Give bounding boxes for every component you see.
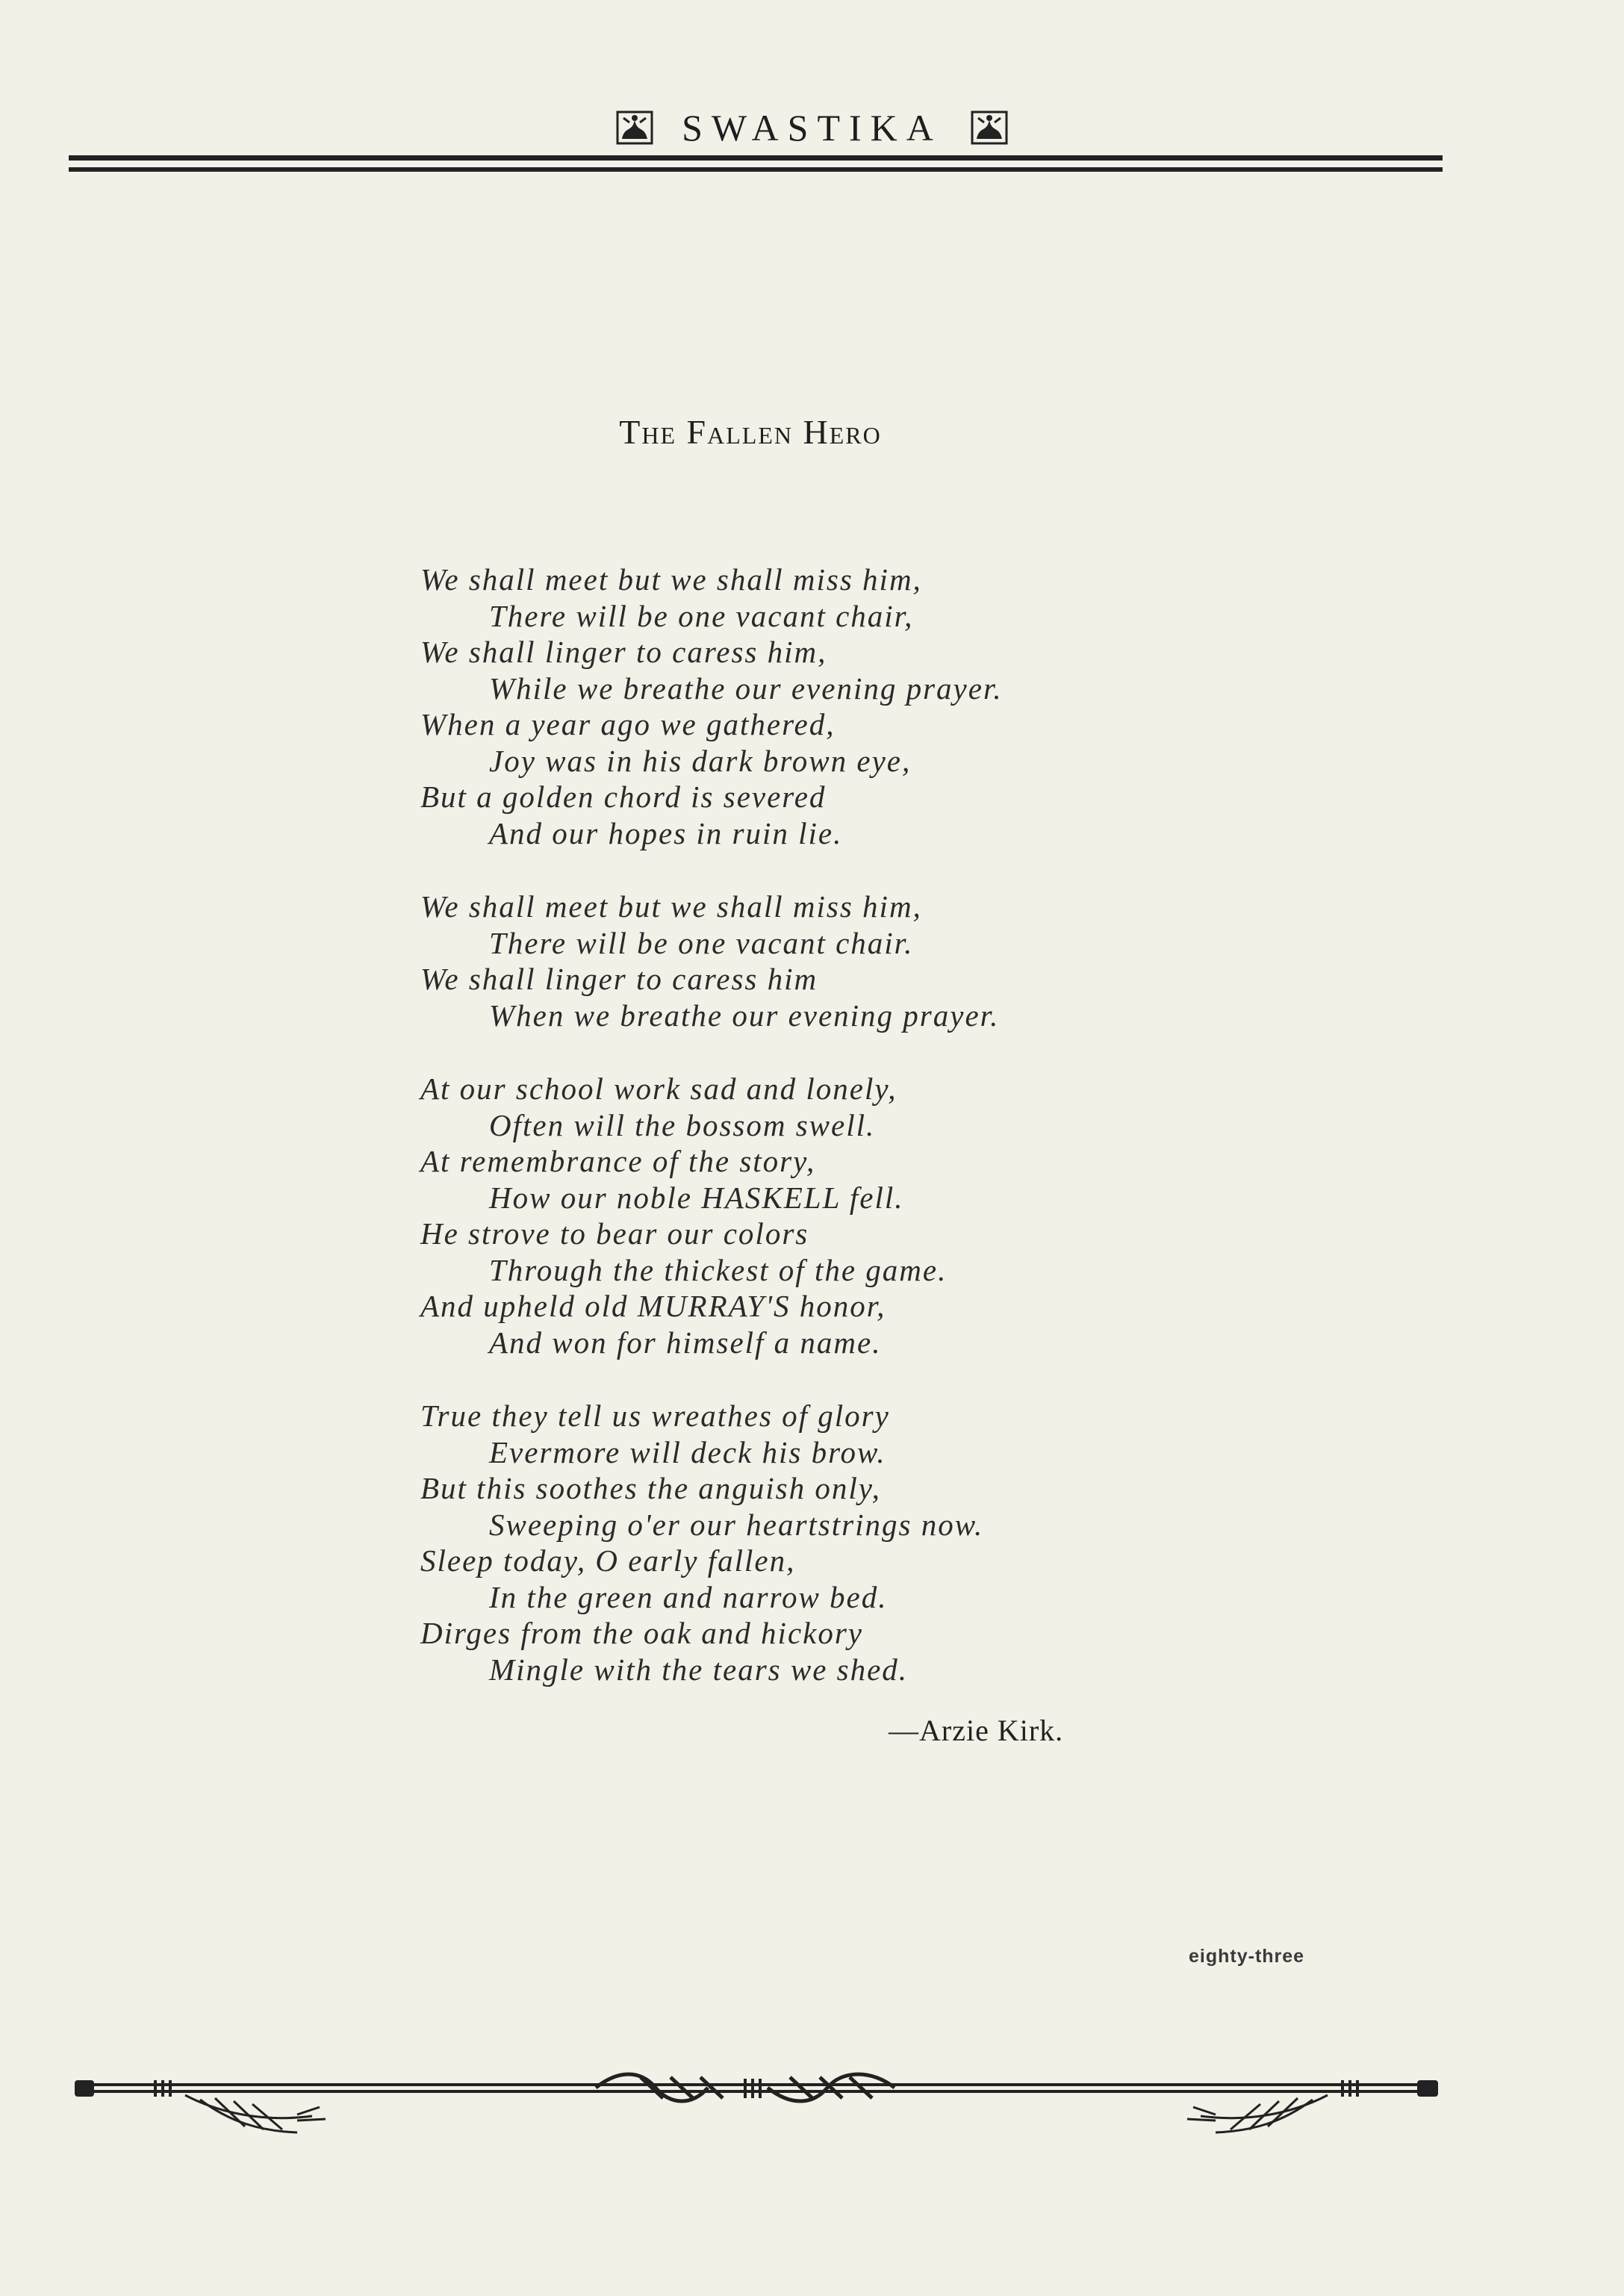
poem-line: We shall meet but we shall miss him,	[420, 562, 922, 597]
floral-ornament-icon	[971, 111, 1008, 145]
poem-line: We shall linger to caress him	[420, 962, 818, 996]
poem-line: True they tell us wreathes of glory	[420, 1399, 890, 1433]
poem-line: Through the thickest of the game.	[489, 1252, 948, 1287]
poem-line: At our school work sad and lonely,	[420, 1071, 897, 1106]
floral-ornament-icon	[616, 111, 653, 145]
poem-line: He strove to bear our colors	[420, 1216, 809, 1251]
poem-line: Mingle with the tears we shed.	[489, 1652, 909, 1687]
poem-author: —Arzie Kirk.	[889, 1714, 1064, 1747]
poem-line: When we breathe our evening prayer.	[489, 998, 1000, 1033]
poem-line: At remembrance of the story,	[420, 1144, 816, 1178]
poem-line: There will be one vacant chair,	[489, 598, 914, 633]
poem-line: And our hopes in ruin lie.	[489, 815, 843, 850]
poem-line: Evermore will deck his brow.	[489, 1434, 886, 1469]
poem-line: And upheld old MURRAY'S honor,	[420, 1289, 886, 1323]
poem-line: While we breathe our evening prayer.	[489, 671, 1003, 706]
poem-stanza	[420, 889, 1391, 1033]
poem-stanza	[420, 1071, 1391, 1360]
feathered-arrow-ornament-icon	[73, 2062, 1440, 2144]
poem-line: How our noble HASKELL fell.	[489, 1180, 904, 1215]
poem-line: Sweeping o'er our heartstrings now.	[489, 1507, 984, 1542]
poem-body	[420, 561, 1391, 1725]
poem-stanza	[420, 1398, 1391, 1687]
poem-line: Often will the bossom swell.	[489, 1107, 876, 1142]
poem-line: We shall linger to caress him,	[420, 635, 827, 669]
header-rule-bottom	[69, 167, 1443, 172]
poem-line: But this soothes the anguish only,	[420, 1471, 881, 1505]
poem-line: There will be one vacant chair.	[489, 925, 914, 960]
running-head	[0, 107, 1624, 149]
poem-line: We shall meet but we shall miss him,	[420, 889, 922, 924]
page-number: eighty-three	[1189, 1946, 1305, 1967]
poem-line: In the green and narrow bed.	[489, 1579, 888, 1614]
poem-line: Sleep today, O early fallen,	[420, 1543, 796, 1578]
poem-line: But a golden chord is severed	[420, 780, 827, 814]
poem-line: Dirges from the oak and hickory	[420, 1616, 863, 1650]
poem-line: And won for himself a name.	[489, 1325, 882, 1360]
poem-stanza	[420, 561, 1391, 851]
poem-title: The Fallen Hero	[619, 413, 882, 451]
header-rule-top	[69, 155, 1443, 161]
poem-line: Joy was in his dark brown eye,	[489, 743, 912, 778]
running-head-title: SWASTIKA	[682, 107, 942, 149]
poem-line: When a year ago we gathered,	[420, 707, 836, 741]
